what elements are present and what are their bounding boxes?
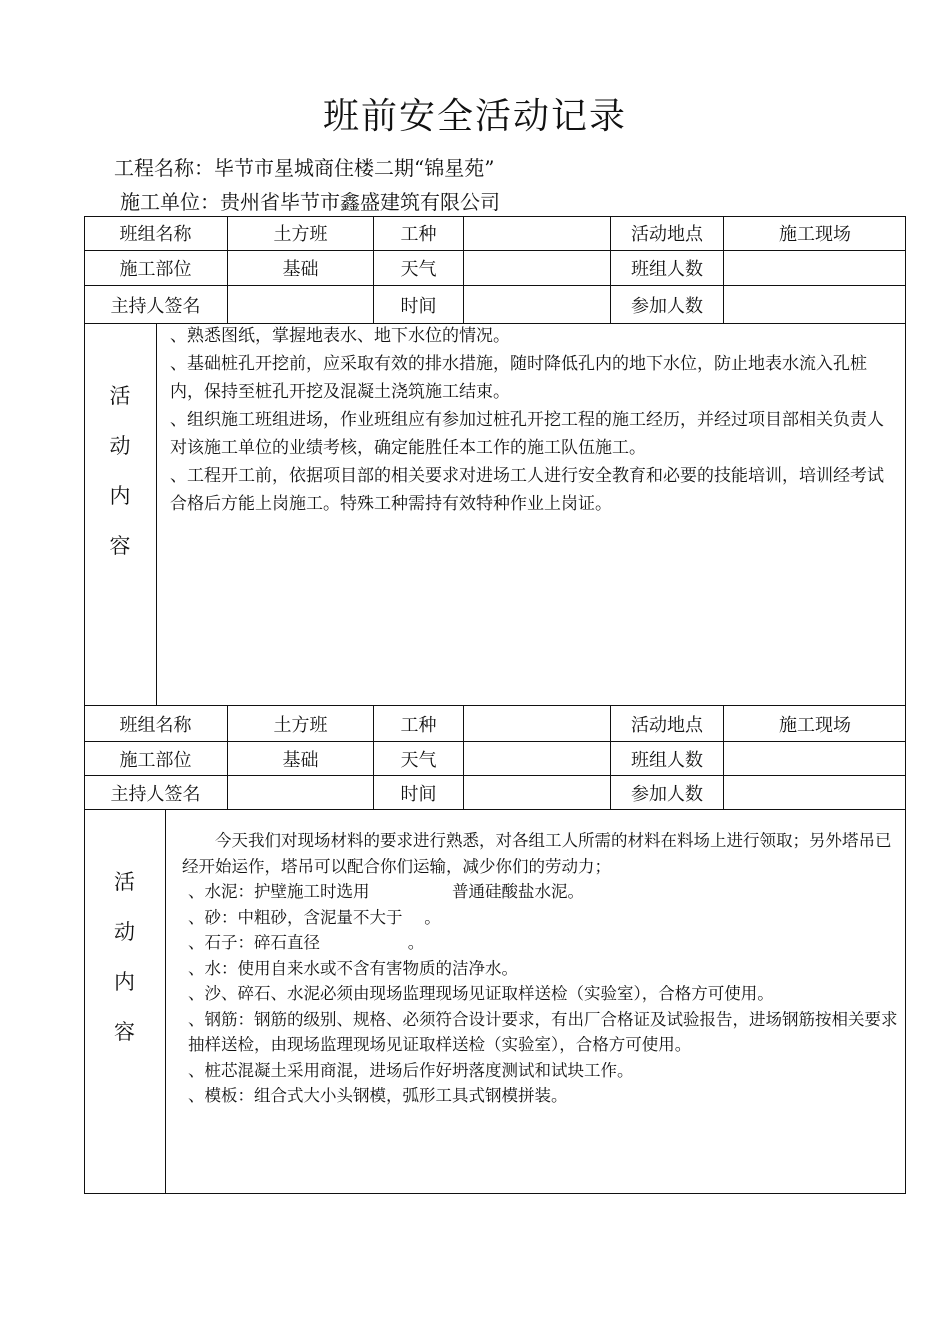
record-1-row-3 <box>84 286 906 324</box>
record-2-row-2 <box>84 742 906 776</box>
team-name-label: 班组名称 <box>84 216 228 250</box>
construction-unit-line: 施工单位：贵州省毕节市鑫盛建筑有限公司 <box>120 190 500 214</box>
activity-content-label: 活 动 内 容 <box>84 810 166 1194</box>
activity-content-text <box>170 322 898 518</box>
weather-value <box>464 742 611 775</box>
activity-place-value: 施工现场 <box>779 714 851 736</box>
work-part-label: 施工部位 <box>84 742 228 775</box>
activity-item: 、基础桩孔开挖前，应采取有效的排水措施，随时降低孔内的地下水位，防止地表水流入孔桩内，保持至桩孔开挖及混凝土浇筑施工结束。 <box>170 354 867 402</box>
activity-content-text <box>182 828 900 1109</box>
work-part-value: 基础 <box>228 742 374 775</box>
record-1-row-2 <box>84 251 906 286</box>
work-part-label: 施工部位 <box>84 251 228 285</box>
host-signature-value <box>228 286 374 323</box>
record-1-activity <box>84 324 906 706</box>
weather-label: 天气 <box>374 742 464 775</box>
trade-value <box>464 706 611 741</box>
activity-item: 、钢筋：钢筋的级别、规格、必须符合设计要求，有出厂合格证及试验报告，进场钢筋按相关要求抽样送检，由现场监理现场见证取样送检（实验室），合格方可使用。 <box>188 1009 898 1054</box>
weather-value <box>464 251 611 285</box>
team-name-value: 土方班 <box>228 706 374 741</box>
trade-value <box>464 216 611 250</box>
team-count-label: 班组人数 <box>611 742 724 775</box>
time-label: 时间 <box>374 776 464 809</box>
trade-label: 工种 <box>374 706 464 741</box>
activity-item: 、砂：中粗砂，含泥量不大于 。 <box>188 907 441 927</box>
attendance-label: 参加人数 <box>611 286 724 323</box>
team-count-value <box>724 251 906 285</box>
record-2-row-1 <box>84 706 906 742</box>
attendance-label: 参加人数 <box>611 776 724 809</box>
activity-content-label: 活 动 内 容 <box>84 324 157 705</box>
time-value <box>464 286 611 323</box>
team-count-label: 班组人数 <box>611 251 724 285</box>
activity-item: 、组织施工班组进场，作业班组应有参加过桩孔开挖工程的施工经历，并经过项目部相关负责人对该施工单位的业绩考核，确定能胜任本工作的施工队伍施工。 <box>170 410 884 458</box>
trade-label: 工种 <box>374 216 464 250</box>
host-signature-label: 主持人签名 <box>84 286 228 323</box>
team-name-value: 土方班 <box>228 216 374 250</box>
activity-place-label: 活动地点 <box>611 706 724 741</box>
record-2-row-3 <box>84 776 906 810</box>
activity-item: 、桩芯混凝土采用商混，进场后作好坍落度测试和试块工作。 <box>188 1060 634 1080</box>
weather-label: 天气 <box>374 251 464 285</box>
activity-place-value: 施工现场 <box>779 224 851 245</box>
record-2-activity <box>84 810 906 1194</box>
work-part-value: 基础 <box>228 251 374 285</box>
project-name-line: 工程名称：毕节市星城商住楼二期“锦星苑” <box>114 156 495 180</box>
team-name-label: 班组名称 <box>84 706 228 741</box>
activity-item: 、水泥：护壁施工时选用 普通硅酸盐水泥。 <box>188 882 584 901</box>
activity-place-label: 活动地点 <box>611 216 724 250</box>
time-value <box>464 776 611 809</box>
activity-item: 、工程开工前，依据项目部的相关要求对进场工人进行安全教育和必要的技能培训，培训经考试合格后方能上岗施工。特殊工种需持有效特种作业上岗证。 <box>170 466 884 514</box>
record-1-row-1 <box>84 216 906 251</box>
page-title: 班前安全活动记录 <box>322 96 627 137</box>
team-count-value <box>724 742 906 775</box>
activity-item: 、水：使用自来水或不含有害物质的洁净水。 <box>188 958 518 978</box>
attendance-value <box>724 776 906 809</box>
activity-item: 、沙、碎石、水泥必须由现场监理现场见证取样送检（实验室），合格方可使用。 <box>188 984 774 1003</box>
attendance-value <box>724 286 906 323</box>
host-signature-value <box>228 776 374 809</box>
time-label: 时间 <box>374 286 464 323</box>
activity-item: 、模板：组合式大小头钢模，弧形工具式钢模拼装。 <box>188 1086 568 1105</box>
activity-item: 、石子：碎石直径 。 <box>188 933 425 952</box>
host-signature-label: 主持人签名 <box>84 776 228 809</box>
activity-item: 、熟悉图纸，掌握地表水、地下水位的情况。 <box>170 326 510 346</box>
activity-intro: 今天我们对现场材料的要求进行熟悉，对各组工人所需的材料在料场上进行领取；另外塔吊已经开始运作，塔吊可以配合你们运输，减少你们的劳动力； <box>182 831 892 876</box>
